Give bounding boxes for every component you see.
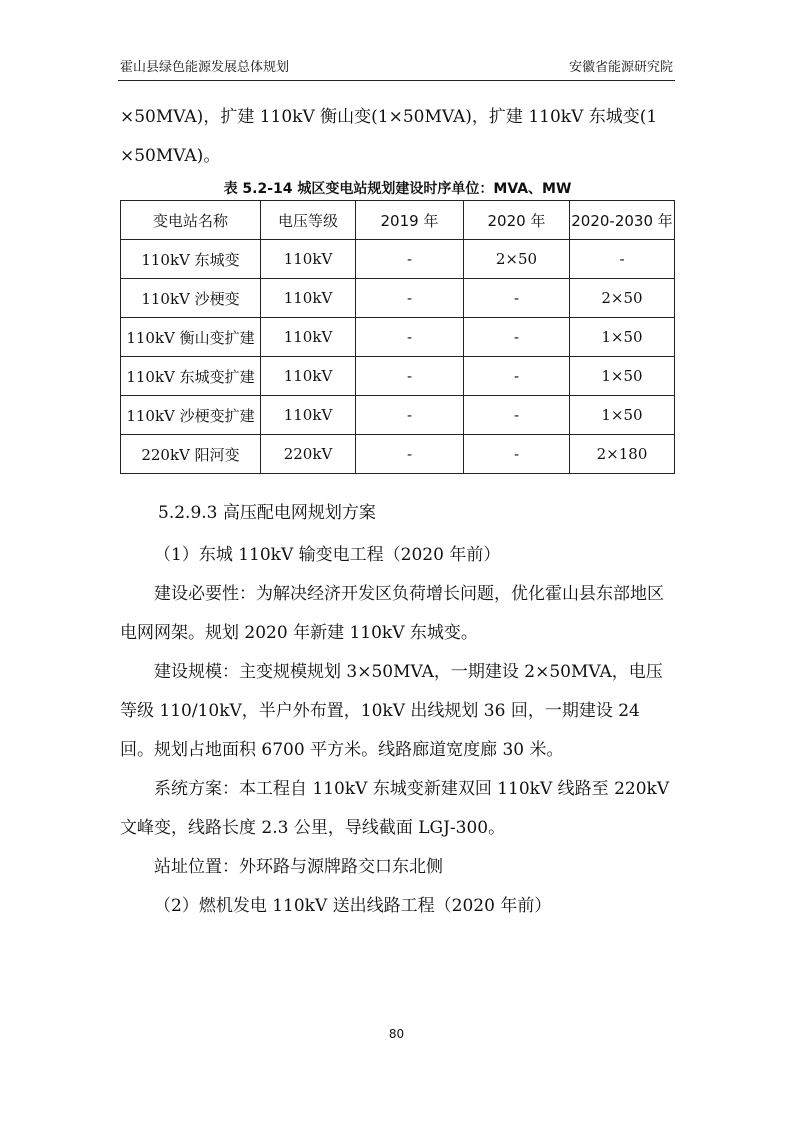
table-cell: 220kV — [261, 435, 356, 474]
table-cell: 110kV 衡山变扩建 — [121, 318, 261, 357]
table-cell: 110kV 沙梗变扩建 — [121, 396, 261, 435]
paragraph-site: 站址位置：外环路与源牌路交口东北侧 — [154, 857, 443, 877]
subsection-heading: （1）东城 110kV 输变电工程（2020 年前） — [154, 545, 501, 565]
table-cell: - — [356, 435, 464, 474]
column-header: 变电站名称 — [121, 201, 261, 240]
table-cell: 110kV 东城变 — [121, 240, 261, 279]
table-cell: - — [356, 318, 464, 357]
table-cell: 2×50 — [464, 240, 570, 279]
table-cell: 2×50 — [570, 279, 675, 318]
table-cell: 1×50 — [570, 357, 675, 396]
table-cell: - — [464, 279, 570, 318]
column-header: 2020 年 — [464, 201, 570, 240]
table-row — [121, 396, 675, 435]
table-row — [121, 279, 675, 318]
header-organization: 安徽省能源研究院 — [568, 60, 673, 75]
table-cell: 1×50 — [570, 396, 675, 435]
table-cell: - — [356, 279, 464, 318]
table-cell: - — [464, 318, 570, 357]
column-header: 2019 年 — [356, 201, 464, 240]
table-row — [121, 357, 675, 396]
table-row — [121, 435, 675, 474]
paragraph-necessity: 建设必要性：为解决经济开发区负荷增长问题，优化霍山县东部地区电网网架。规划 2020 年新建 110kV 东城变。 — [120, 584, 664, 643]
table-cell: 110kV — [261, 318, 356, 357]
table-row — [121, 318, 675, 357]
table-cell: 1×50 — [570, 318, 675, 357]
paragraph-scale: 建设规模：主变规模规划 3×50MVA，一期建设 2×50MVA，电压等级 110/10kV，半户外布置，10kV 出线规划 36 回，一期建设 24 回。规划占地面积 6700 平方米。线路廊道宽度廊 30 米。 — [120, 662, 663, 760]
table-caption: 表 5.2-14 城区变电站规划建设时序单位：MVA、MW — [223, 181, 572, 197]
table-cell: 2×180 — [570, 435, 675, 474]
table-cell: 220kV 阳河变 — [121, 435, 261, 474]
intro-text — [120, 98, 675, 176]
table-cell: 110kV 东城变扩建 — [121, 357, 261, 396]
column-header: 2020-2030 年 — [570, 201, 675, 240]
header-title: 霍山县绿色能源发展总体规划 — [120, 60, 290, 75]
table-cell: - — [356, 396, 464, 435]
table-cell: - — [356, 240, 464, 279]
section-heading: 5.2.9.3 高压配电网规划方案 — [158, 503, 376, 523]
column-header: 电压等级 — [261, 201, 356, 240]
page-number: 80 — [388, 1027, 405, 1041]
table-cell: - — [464, 435, 570, 474]
intro-line-1: ×50MVA)，扩建 110kV 衡山变(1×50MVA)，扩建 110kV 东城变(1 — [120, 107, 658, 127]
paragraph-system: 系统方案：本工程自 110kV 东城变新建双回 110kV 线路至 220kV 文峰变，线路长度 2.3 公里，导线截面 LGJ-300。 — [120, 779, 670, 838]
table-cell: 110kV — [261, 357, 356, 396]
table-cell: - — [464, 396, 570, 435]
table-cell: - — [464, 357, 570, 396]
table-cell: - — [356, 357, 464, 396]
body-paragraphs — [120, 536, 675, 926]
header-divider — [118, 80, 675, 81]
subsection-heading: （2）燃机发电 110kV 送出线路工程（2020 年前） — [154, 896, 552, 916]
table-cell: 110kV — [261, 279, 356, 318]
table-cell: 110kV 沙梗变 — [121, 279, 261, 318]
table-row — [121, 240, 675, 279]
table-cell: 110kV — [261, 396, 356, 435]
table-cell: - — [570, 240, 675, 279]
substation-schedule-table — [120, 200, 675, 474]
table-cell: 110kV — [261, 240, 356, 279]
table-header-row — [121, 201, 675, 240]
intro-line-2: ×50MVA)。 — [120, 146, 221, 166]
